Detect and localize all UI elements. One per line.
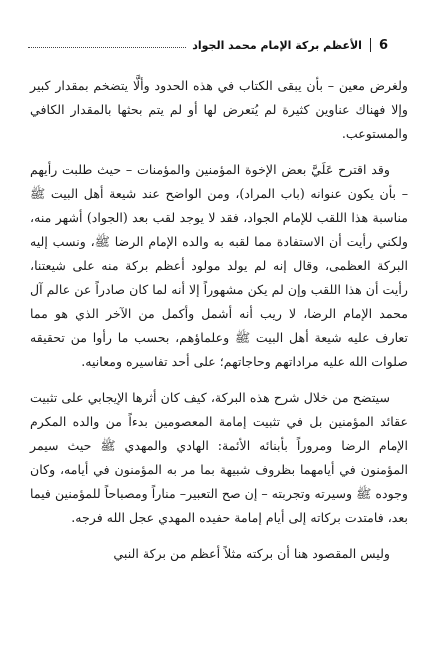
body-text [30,74,408,578]
running-title: الأعظم بركة الإمام محمد الجواد [192,38,362,52]
paragraph: ولغرض معين – بأن يبقى الكتاب في هذه الحدود وألَّا يتضخم بمقدار كبير وإلا فهناك عناوين كثيرة لم يُتعرض لها أو لم يتم بحثها بالمقدار الكافي والمستوعب. [30,78,408,141]
paragraph: سيتضح من خلال شرح هذه البركة، كيف كان أثرها الإيجابي على تثبيت عقائد المؤمنين بل في تثبيت إمامة المعصومين بدءاً من والده المكرم الإمام الرضا ومروراً بأبنائه الأئمة: الهادي والمهدي ﷺ حيث سيمر المؤمنون في أيامهما بظروف شبيهة بما مر به المؤمنون في أيامه، وكان وجوده ﷺ وسيرته وتجربته – إن صح التعبير– مناراً ومصباحاً للمؤمنين فيما بعد، فامتدت بركاته إلى أيام إمامة حفيده المهدي عجل الله فرجه. [30,390,408,525]
paragraph: وليس المقصود هنا أن بركته مثلاً أعظم من بركة النبي [113,546,390,561]
page-number: 6 [378,37,388,53]
paragraph: وقد اقترح عَلَيَّ بعض الإخوة المؤمنين والمؤمنات – حيث طلبت رأيهم – بأن يكون عنوانه (باب المراد)، ومن الواضح عند شيعة أهل البيت ﷺ مناسبة هذا اللقب للإمام الجواد، فقد لا يوجد لقب بعد (الجواد) أشهر منه، ولكني رأيت أن الاستفادة مما لقبه به والده الإمام الرضا ﷺ، ونسب إليه البركة العظمى، وقال إنه لم يولد مولود أعظم بركة منه على شيعتنا، رأيت أن هذا اللقب وإن لم يكن مشهوراً إلا أنه لما كان صادراً عن عالم آل محمد الإمام الرضا، لا ريب أنه أشمل وأكمل من الآخر الذي هو مما تعارف عليه شيعة أهل البيت ﷺ وعلماؤهم، بحسب ما رأوا من تحقيقه صلوات الله عليه مراداتهم وحاجاتهم؛ على أحد تفاسيره ومعانيه. [30,162,408,369]
header-dotted-rule [28,47,186,48]
page-header [28,34,388,56]
header-separator [370,38,371,52]
